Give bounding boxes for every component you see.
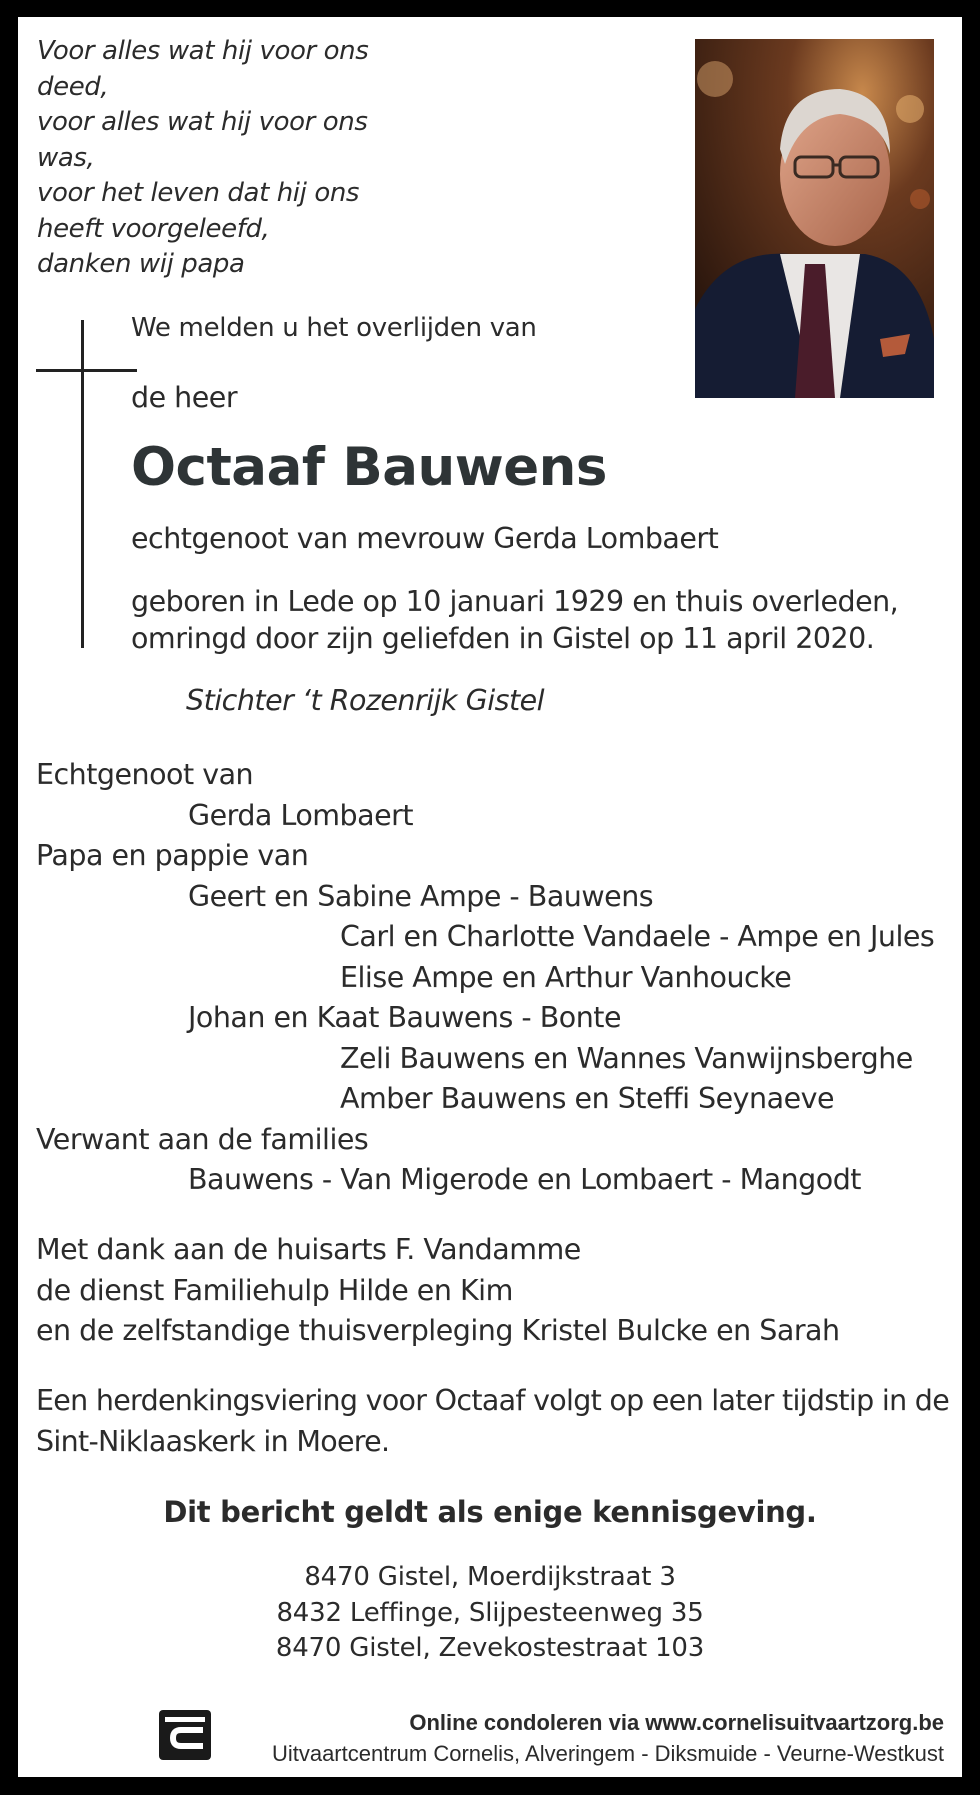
company-line: Uitvaartcentrum Cornelis, Alveringem - Diksmuide - Veurne-Westkust — [271, 1741, 944, 1766]
ceremony-block — [36, 1381, 949, 1462]
condolences-link[interactable]: Online condoleren via www.cornelisuitvaartzorg.be — [409, 1710, 944, 1735]
thanks-block — [36, 1230, 840, 1352]
cross-icon-bar — [36, 369, 137, 372]
portrait-photo — [695, 39, 934, 398]
thanks-line: en de zelfstandige thuisverpleging Kristel Bulcke en Sarah — [36, 1314, 840, 1347]
poem-line: voor alles wat hij voor ons — [37, 107, 368, 137]
thanks-line: de dienst Familiehulp Hilde en Kim — [36, 1273, 513, 1307]
poem-line: voor het leven dat hij ons — [37, 178, 360, 208]
relatives-list — [36, 755, 934, 1201]
spouse-line: echtgenoot van mevrouw Gerda Lombaert — [131, 522, 719, 555]
list-item: Zeli Bauwens en Wannes Vanwijnsberghe — [340, 1041, 913, 1075]
list-item: Bauwens - Van Migerode en Lombaert - Mangodt — [188, 1163, 861, 1196]
poem-line: Voor alles wat hij voor ons — [37, 36, 369, 66]
address-line: 8470 Gistel, Zevekostestraat 103 — [275, 1633, 705, 1663]
obituary-card — [18, 17, 962, 1777]
salutation: de heer — [131, 381, 238, 414]
poem — [37, 34, 368, 283]
death-line: omringd door zijn geliefden in Gistel op 11 april 2020. — [131, 622, 875, 655]
intro-text: We melden u het overlijden van — [131, 313, 537, 343]
poem-line: was, — [37, 142, 95, 173]
thanks-line: Met dank aan de huisarts F. Vandamme — [36, 1233, 581, 1266]
list-item: Johan en Kaat Bauwens - Bonte — [188, 1001, 621, 1034]
address-line: 8432 Leffinge, Slijpesteenweg 35 — [276, 1597, 704, 1628]
list-item: Carl en Charlotte Vandaele - Ampe en Jules — [340, 920, 935, 953]
ceremony-line: Een herdenkingsviering voor Octaaf volgt op een later tijdstip in de — [36, 1384, 950, 1417]
company-logo-icon — [159, 1710, 211, 1760]
list-item: Gerda Lombaert — [188, 798, 414, 832]
list-item: Verwant aan de families — [36, 1122, 369, 1156]
birth-line: geboren in Lede op 10 januari 1929 en thuis overleden, — [131, 585, 899, 618]
founder-line: Stichter ‘t Rozenrijk Gistel — [186, 684, 545, 717]
deceased-name: Octaaf Bauwens — [131, 437, 607, 498]
list-item: Echtgenoot van — [36, 758, 254, 791]
list-item: Amber Bauwens en Steffi Seynaeve — [340, 1082, 835, 1115]
list-item: Papa en pappie van — [36, 839, 309, 872]
ceremony-line: Sint-Niklaaskerk in Moere. — [36, 1424, 390, 1458]
list-item: Geert en Sabine Ampe - Bauwens — [188, 879, 654, 913]
poem-line: danken wij papa — [37, 249, 245, 279]
address-block — [18, 1560, 962, 1667]
poem-line: heeft voorgeleefd, — [37, 213, 270, 244]
poem-line: deed, — [37, 71, 109, 102]
notice-text: Dit bericht geldt als enige kennisgeving. — [163, 1495, 817, 1529]
address-line: 8470 Gistel, Moerdijkstraat 3 — [304, 1562, 676, 1592]
list-item: Elise Ampe en Arthur Vanhoucke — [340, 960, 792, 994]
